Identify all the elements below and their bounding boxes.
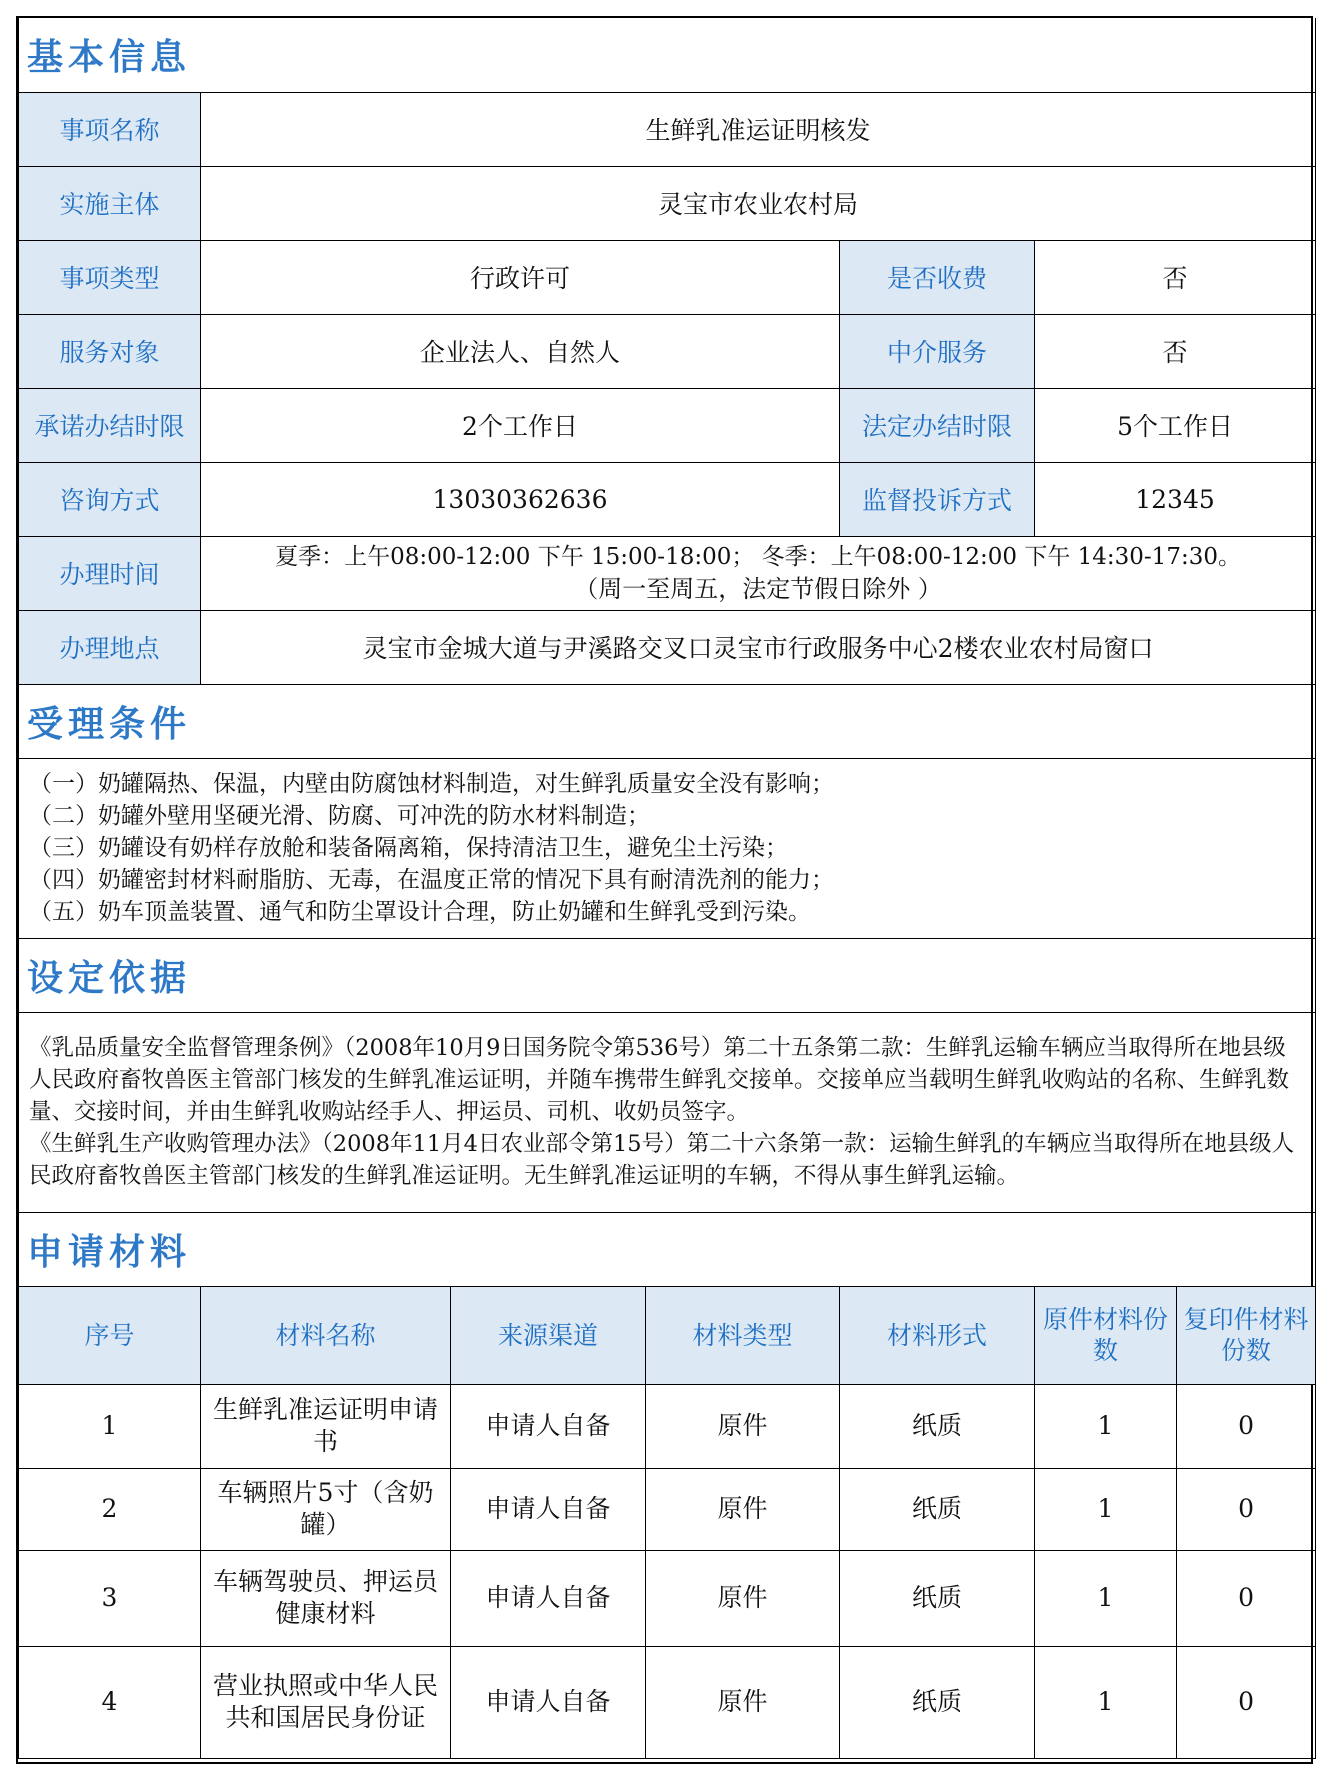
promise-time-value: 2个工作日 — [201, 388, 840, 462]
section-title-basis: 设定依据 — [19, 938, 1316, 1012]
agency-value: 灵宝市农业农村局 — [201, 166, 1316, 240]
table-row — [19, 1646, 1316, 1758]
materials-header-cell: 序号 — [19, 1286, 201, 1384]
table-row — [19, 1468, 1316, 1550]
table-cell: 原件 — [646, 1646, 840, 1758]
table-cell: 申请人自备 — [451, 1646, 646, 1758]
complaint-label: 监督投诉方式 — [840, 462, 1035, 536]
agent-service-label: 中介服务 — [840, 314, 1035, 388]
table-cell: 2 — [19, 1468, 201, 1550]
table-cell: 申请人自备 — [451, 1550, 646, 1646]
condition-item: （五）奶车顶盖装置、通气和防尘罩设计合理，防止奶罐和生鲜乳受到污染。 — [29, 899, 811, 925]
agency-label: 实施主体 — [19, 166, 201, 240]
table-cell: 1 — [1035, 1384, 1177, 1468]
table-row — [19, 1550, 1316, 1646]
condition-item: （二）奶罐外壁用坚硬光滑、防腐、可冲洗的防水材料制造； — [29, 803, 650, 829]
table-cell: 1 — [1035, 1646, 1177, 1758]
table-cell: 0 — [1177, 1384, 1316, 1468]
office-hours-value — [201, 536, 1316, 610]
table-cell: 车辆照片5寸（含奶罐） — [201, 1468, 451, 1550]
table-cell: 纸质 — [840, 1384, 1035, 1468]
table-cell: 4 — [19, 1646, 201, 1758]
condition-item: （四）奶罐密封材料耐脂肪、无毒，在温度正常的情况下具有耐清洗剂的能力； — [29, 867, 834, 893]
table-cell: 3 — [19, 1550, 201, 1646]
section-title-materials: 申请材料 — [19, 1212, 1316, 1286]
table-cell: 纸质 — [840, 1646, 1035, 1758]
table-cell: 1 — [1035, 1550, 1177, 1646]
office-location-label: 办理地点 — [19, 610, 201, 684]
table-cell: 1 — [19, 1384, 201, 1468]
consult-label: 咨询方式 — [19, 462, 201, 536]
materials-header-cell: 材料名称 — [201, 1286, 451, 1384]
table-cell: 原件 — [646, 1384, 840, 1468]
table-cell: 生鲜乳准运证明申请书 — [201, 1384, 451, 1468]
promise-time-label: 承诺办结时限 — [19, 388, 201, 462]
service-guide-table — [18, 18, 1316, 1759]
section-title-conditions: 受理条件 — [19, 684, 1316, 758]
materials-header-cell: 材料形式 — [840, 1286, 1035, 1384]
fee-value: 否 — [1035, 240, 1316, 314]
office-hours-line2: （周一至周五，法定节假日除外 ） — [574, 575, 942, 603]
item-type-label: 事项类型 — [19, 240, 201, 314]
table-cell: 纸质 — [840, 1550, 1035, 1646]
table-cell: 营业执照或中华人民共和国居民身份证 — [201, 1646, 451, 1758]
table-cell: 纸质 — [840, 1468, 1035, 1550]
consult-phone: 13030362636 — [201, 462, 840, 536]
table-cell: 0 — [1177, 1468, 1316, 1550]
table-row — [19, 1384, 1316, 1468]
table-cell: 0 — [1177, 1646, 1316, 1758]
service-target-value: 企业法人、自然人 — [201, 314, 840, 388]
condition-item: （三）奶罐设有奶样存放舱和装备隔离箱，保持清洁卫生，避免尘土污染； — [29, 835, 788, 861]
materials-header-cell: 来源渠道 — [451, 1286, 646, 1384]
conditions-list — [19, 758, 1316, 938]
service-target-label: 服务对象 — [19, 314, 201, 388]
legal-time-value: 5个工作日 — [1035, 388, 1316, 462]
fee-label: 是否收费 — [840, 240, 1035, 314]
materials-header-cell: 复印件材料份数 — [1177, 1286, 1316, 1384]
item-name-value: 生鲜乳准运证明核发 — [201, 92, 1316, 166]
table-cell: 原件 — [646, 1550, 840, 1646]
materials-header-cell: 原件材料份数 — [1035, 1286, 1177, 1384]
item-name-label: 事项名称 — [19, 92, 201, 166]
basis-text — [19, 1012, 1316, 1212]
service-guide-document — [16, 16, 1313, 1764]
complaint-phone: 12345 — [1035, 462, 1316, 536]
office-location-value: 灵宝市金城大道与尹溪路交叉口灵宝市行政服务中心2楼农业农村局窗口 — [201, 610, 1316, 684]
office-hours-line1: 夏季：上午08:00-12:00 下午 15:00-18:00； 冬季：上午08:00-12:00 下午 14:30-17:30。 — [275, 544, 1241, 570]
materials-header-row — [19, 1286, 1316, 1384]
materials-header-cell: 材料类型 — [646, 1286, 840, 1384]
condition-item: （一）奶罐隔热、保温，内壁由防腐蚀材料制造，对生鲜乳质量安全没有影响； — [29, 771, 834, 797]
agent-service-value: 否 — [1035, 314, 1316, 388]
table-cell: 原件 — [646, 1468, 840, 1550]
table-cell: 车辆驾驶员、押运员健康材料 — [201, 1550, 451, 1646]
item-type-value: 行政许可 — [201, 240, 840, 314]
section-title-basic: 基本信息 — [19, 18, 1316, 92]
basis-paragraph: 《生鲜乳生产收购管理办法》（2008年11月4日农业部令第15号）第二十六条第一款：运输生鲜乳的车辆应当取得所在地县级人民政府畜牧兽医主管部门核发的生鲜乳准运证明。无生鲜乳准运证明的车辆，不得从事生鲜乳运输。 — [29, 1131, 1295, 1189]
office-hours-label: 办理时间 — [19, 536, 201, 610]
table-cell: 0 — [1177, 1550, 1316, 1646]
table-cell: 1 — [1035, 1468, 1177, 1550]
table-cell: 申请人自备 — [451, 1384, 646, 1468]
basis-paragraph: 《乳品质量安全监督管理条例》（2008年10月9日国务院令第536号）第二十五条第二款：生鲜乳运输车辆应当取得所在地县级人民政府畜牧兽医主管部门核发的生鲜乳准运证明，并随车携带生鲜乳交接单。交接单应当载明生鲜乳收购站的名称、生鲜乳数量、交接时间，并由生鲜乳收购站经手人、押运员、司机、收奶员签字。 — [29, 1035, 1290, 1125]
legal-time-label: 法定办结时限 — [840, 388, 1035, 462]
table-cell: 申请人自备 — [451, 1468, 646, 1550]
